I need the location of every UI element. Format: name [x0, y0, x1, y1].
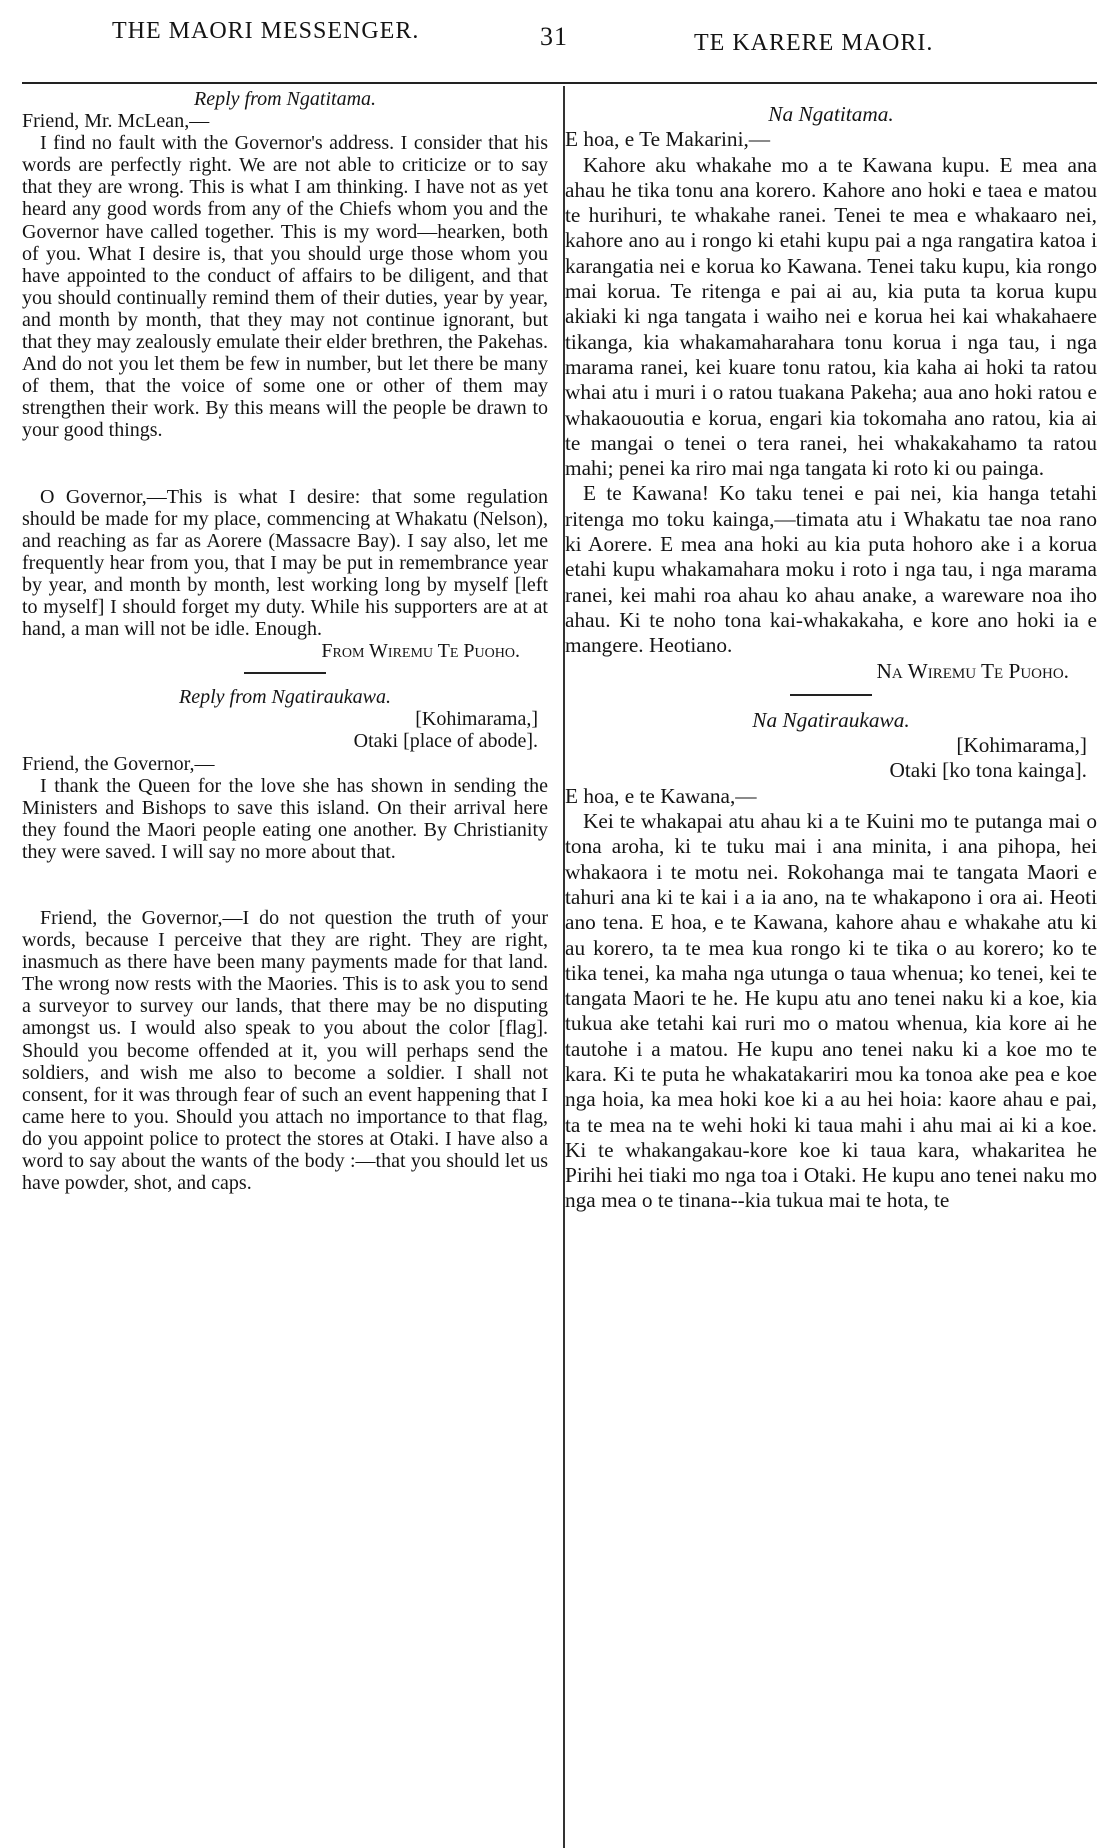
maori-column	[565, 102, 1097, 1214]
heading-ngatiraukawa-english: Reply from Ngatiraukawa.	[178, 686, 392, 709]
paragraph-gap	[22, 863, 548, 907]
salutation-makarini: E hoa, e Te Makarini,—	[565, 127, 771, 152]
masthead-maori: TE KARERE MAORI.	[694, 30, 934, 56]
ngatitama-maori-para-1: Kahore aku whakahe mo a te Kawana kupu. E mea ana ahau he tika tonu ana korero. Kahore ano hoki e taea e matou te hurihuri, te whakahe ranei. Tenei te mea e whakaaro nei, kahore ano au i rongo ki etahi kupu pai a nga rangatira katoa i karangatia nei e korua ko Kawana. Tenei taku kupu, kia rongo mai korua. Te ritenga e pai ai au, kia puta ta korua kupu akiaki ki nga tangata i waiho nei e korua hei kai whakahaere tikanga, kia whakamaharahara tonu korua i nga tau, i nga marama ranei, kei kuare tonu ratou, kia kaha ai hoki ta ratou whai atu i muri i o ratou tuakana Pakeha; aua ano hoki ratou e whakaououtia e korua, engari kia tokomaha ano ratou, kia ai te mangai o tenei o tera ranei, hei whakakahamo ta ratou mahi; penei ka riro mai nga tangata ki roto ki ou painga.	[565, 152, 1097, 481]
signature-maori: Na Wiremu Te Puoho.	[876, 658, 1069, 683]
heading-ngatiraukawa-maori: Na Ngatiraukawa.	[752, 707, 910, 732]
address-line-2: Otaki [place of abode].	[353, 730, 538, 753]
paragraph-gap	[22, 442, 548, 486]
ngatiraukawa-english-para-1: I thank the Queen for the love she has shown in sending the Ministers and Bishops to save this island. On their arrival here they found the Maori people eating one another. By Christianity they were saved. I will say no more about that.	[22, 774, 548, 863]
address-line-2-maori: Otaki [ko tona kainga].	[889, 758, 1087, 783]
english-column	[22, 88, 548, 1194]
salutation-governor: Friend, the Governor,—	[22, 752, 215, 775]
masthead-english: THE MAORI MESSENGER.	[112, 18, 420, 44]
signature-english: From Wiremu Te Puoho.	[321, 640, 520, 663]
section-rule	[790, 694, 872, 696]
salutation-kawana: E hoa, e te Kawana,—	[565, 783, 757, 808]
ngatitama-maori-para-2: E te Kawana! Ko taku tenei e pai nei, kia hanga tetahi ritenga mo toku kainga,—timata atu i Whakatu tae noa rano ki Aorere. E mea ana hoki au kia puta hohoro ake i a korua etahi kupu whakamahara moku i roto i nga tau, i nga marama ranei, kei mahi roa ahau ko ahau anake, a wareware noa iho ahau. Ki te noho tona kai-whakakaha, e kore ano hoki ia e mangere. Heotiano.	[565, 481, 1097, 658]
heading-ngatitama-english: Reply from Ngatitama.	[193, 88, 377, 110]
salutation-mclean: Friend, Mr. McLean,—	[22, 110, 210, 133]
heading-ngatitama-maori: Na Ngatitama.	[768, 102, 894, 126]
ngatiraukawa-maori-para-1: Kei te whakapai atu ahau ki a te Kuini mo te putanga mai o tona aroha, ki te tuku mai i ana minita, i ana pihopa, hei whakaora i te motu nei. Rokohanga mai te tangata Maori e tahuri ana ki te kai i a ia ano, na te whakapono i ora ai. Heoti ano tena. E hoa, e te Kawana, kahore ahau e whakahe atu ki au korero, ta te mea kua rongo ki te tika o au korero; ko te tika tenei, ka maha nga utunga o taua whenua; ko tenei, kei te tangata Maori te he. He kupu atu ano tenei naku ki a koe, kia tukua ake tetahi kai ruri mo o matou whenua, kia kore ai he tautohe i a matou. He kupu ano tenei naku ki a koe mo te kara. Ki te puta he whakatakariri mou ka tonoa ake pea e koe nga hoia, ka mea hoki koe ki a au hei hoia: kaore ahau e pai, ta te mea na te wehi hoki ki taua mahi i ahu mai ai ki a koe. Ki te whakangakau-kore koe ki taua kara, whakaritea he Pirihi hei tiaki mo nga toa i Otaki. He kupu ano tenei naku mo nga mea o te tinana--kia tukua mai te hota, te	[565, 809, 1097, 1213]
address-line-1: [Kohimarama,]	[415, 708, 538, 731]
ngatiraukawa-english-para-2: Friend, the Governor,—I do not question the truth of your words, because I perceive that they are right. They are right, inasmuch as there have been many payments made for that land. The wrong now rests with the Maories. This is to ask you to send a surveyor to survey our lands, that there may be no disputing amongst us. I would also speak to you about the color [flag]. Should you become offended at it, you will perhaps send the soldiers, and wish me also to become a soldier. I shall not consent, for it was through fear of such an event happening that I came here to you. Should you attach no importance to that flag, do you appoint police to protect the stores at Otaki. I have also a word to say about the wants of the body :—that you should let us have powder, shot, and caps.	[22, 907, 548, 1195]
header-rule	[22, 82, 1097, 84]
ngatitama-english-para-1: I find no fault with the Governor's address. I consider that his words are perfectly right. We are not able to criticize or to say that they are wrong. This is what I am thinking. I have not as yet heard any good words from any of the Chiefs whom you and the Governor have called together. This is my word—hearken, both of you. What I desire is, that you should urge those whom you have appointed to the conduct of affairs to be diligent, and that you should continually remind them of their duties, year by year, and month by month, that they may not continue ignorant, but that they may zealously emulate their elder brethren, the Pakehas. And do not you let them be few in number, but let there be many of them, that the voice of some one or other of them may strengthen their work. By this means will the people be drawn to your good things.	[22, 132, 548, 442]
ngatitama-english-para-2: O Governor,—This is what I desire: that some regulation should be made for my place, commencing at Whakatu (Nelson), and reaching as far as Aorere (Massacre Bay). I say also, let me frequently hear from you, that I may be put in remembrance year by year, and month by month, lest working long by myself [left to myself] I should forget my duty. While his supporters are at at hand, a man will not be idle. Enough.	[22, 485, 548, 641]
section-rule	[244, 672, 326, 674]
address-line-1-maori: [Kohimarama,]	[956, 733, 1087, 758]
page-number: 31	[540, 22, 568, 51]
